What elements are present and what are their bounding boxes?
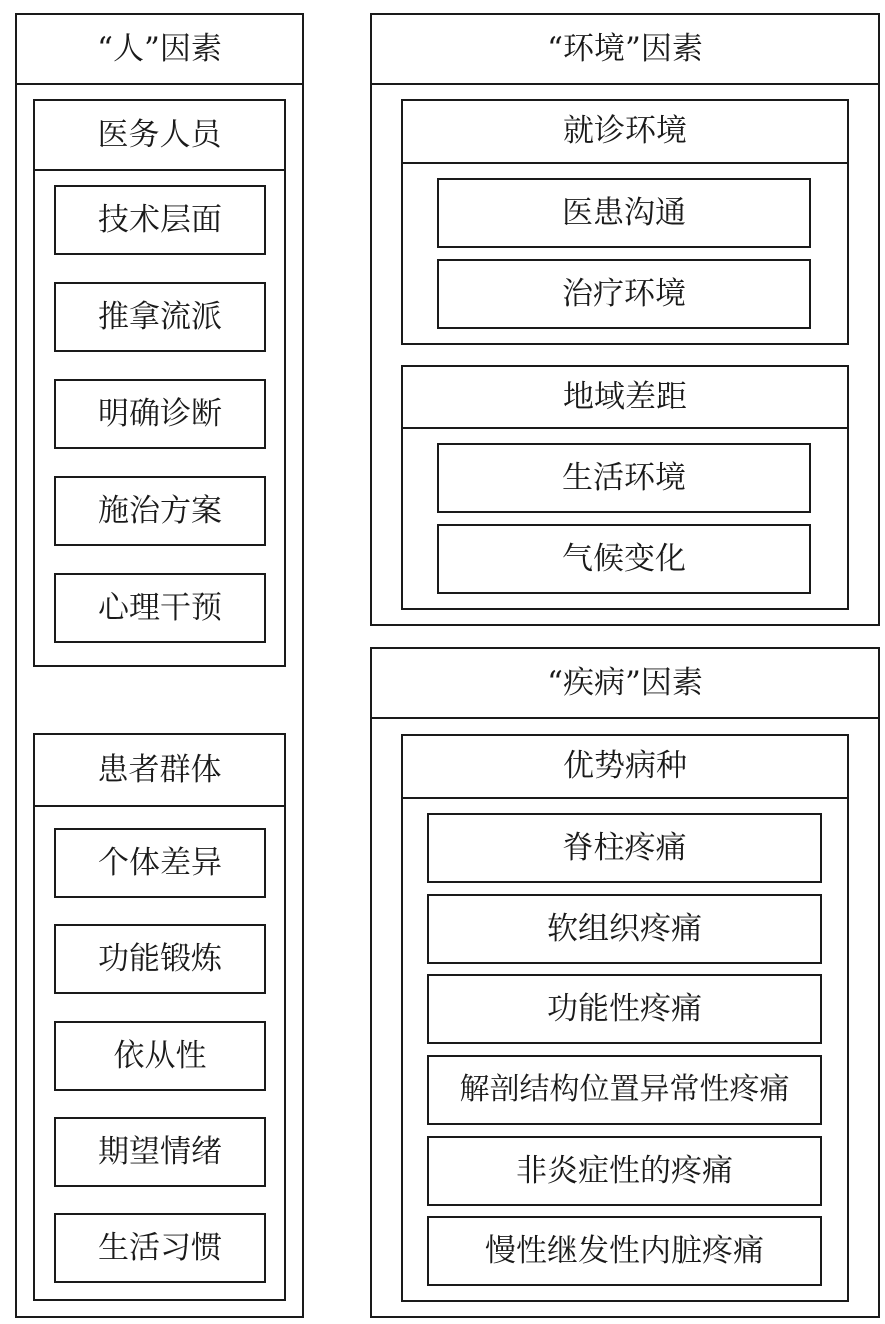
- medical-staff-item: 心理干预: [54, 573, 266, 643]
- environment-factor-title: “环境”因素: [372, 15, 878, 85]
- medical-staff-item: 施治方案: [54, 476, 266, 546]
- disease-factor-title: “疾病”因素: [372, 649, 878, 719]
- medical-staff-item: 推拿流派: [54, 282, 266, 352]
- regional-difference-item: 气候变化: [437, 524, 811, 594]
- dominant-disease-item: 慢性继发性内脏疼痛: [427, 1216, 822, 1286]
- dominant-disease-item: 功能性疼痛: [427, 974, 822, 1044]
- clinic-environment-title: 就诊环境: [403, 101, 847, 164]
- people-factor-title: “人”因素: [17, 15, 302, 85]
- clinic-environment-item: 医患沟通: [437, 178, 811, 248]
- medical-staff-item: 技术层面: [54, 185, 266, 255]
- dominant-disease-item: 软组织疼痛: [427, 894, 822, 964]
- clinic-environment-item: 治疗环境: [437, 259, 811, 329]
- dominant-disease-item: 解剖结构位置异常性疼痛: [427, 1055, 822, 1125]
- patients-item: 依从性: [54, 1021, 266, 1091]
- patients-title: 患者群体: [35, 735, 284, 807]
- patients-item: 期望情绪: [54, 1117, 266, 1187]
- dominant-diseases-title: 优势病种: [403, 736, 847, 799]
- regional-difference-title: 地域差距: [403, 367, 847, 429]
- patients-item: 功能锻炼: [54, 924, 266, 994]
- regional-difference-item: 生活环境: [437, 443, 811, 513]
- medical-staff-title: 医务人员: [35, 101, 284, 171]
- patients-item: 个体差异: [54, 828, 266, 898]
- patients-item: 生活习惯: [54, 1213, 266, 1283]
- dominant-disease-item: 非炎症性的疼痛: [427, 1136, 822, 1206]
- medical-staff-item: 明确诊断: [54, 379, 266, 449]
- dominant-disease-item: 脊柱疼痛: [427, 813, 822, 883]
